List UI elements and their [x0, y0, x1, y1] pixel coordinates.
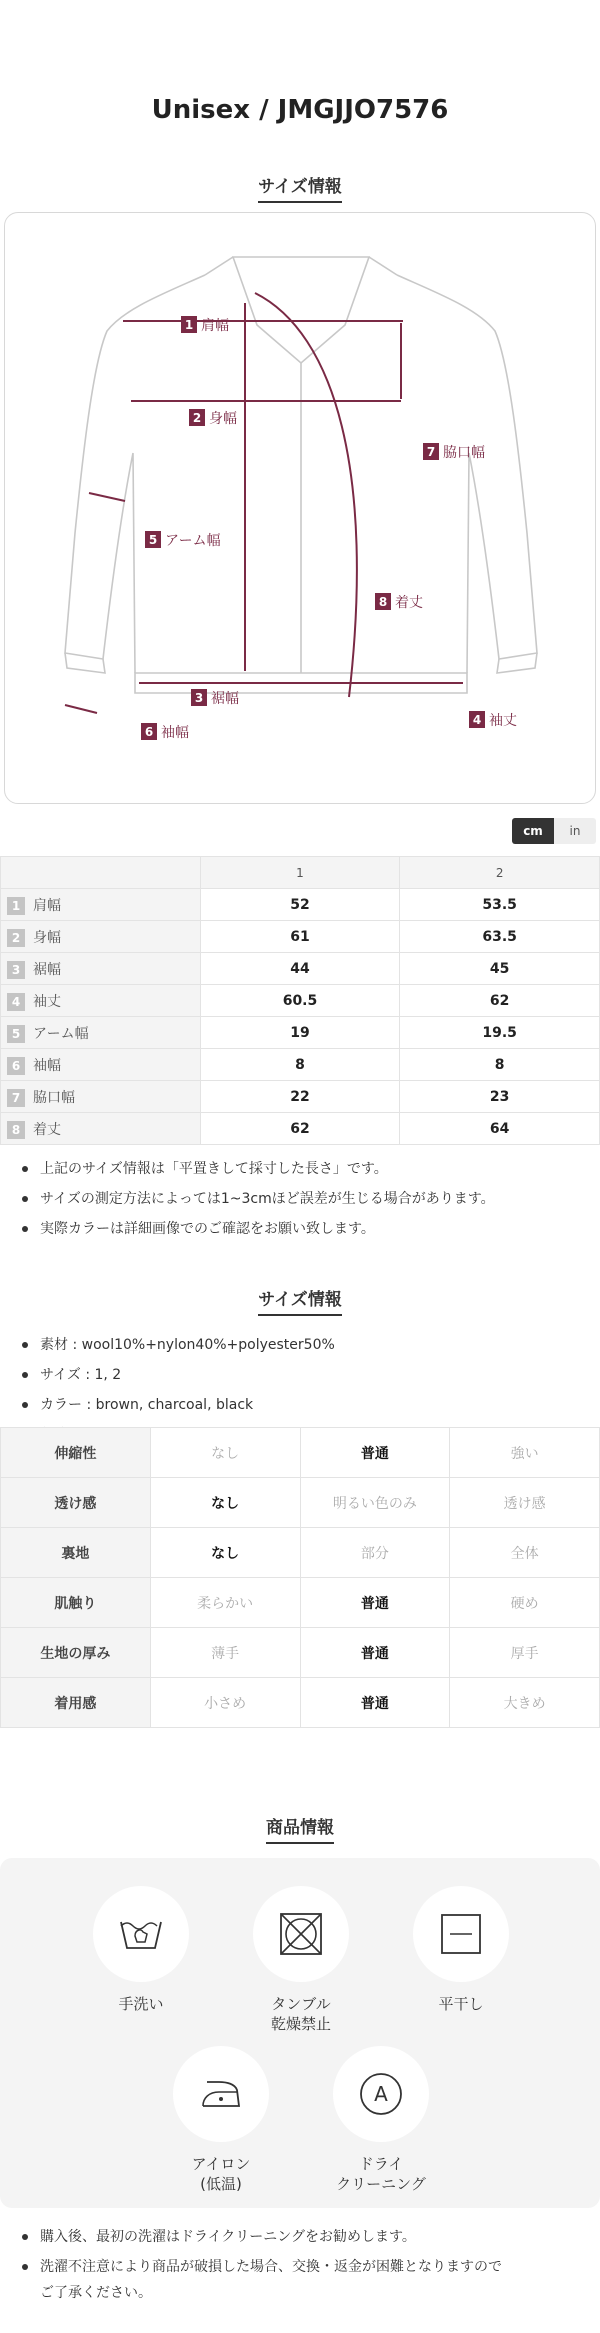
care-item-no-tumble-dry: [226, 1886, 376, 2034]
size-value-cell: 44: [200, 953, 400, 985]
care-instructions-box: [0, 1858, 600, 2208]
measure-name: 裾幅: [33, 961, 61, 978]
fabric-option: 全体: [450, 1528, 600, 1578]
care-label-no-tumble-dry: タンブル 乾燥禁止: [270, 1995, 331, 2033]
fabric-attribute-label: 着用感: [1, 1678, 151, 1728]
care-icon-circle: [253, 1886, 349, 1982]
care-icon-circle: [413, 1886, 509, 1982]
size-row-label: [1, 1081, 201, 1113]
material-section-heading: [0, 1285, 600, 1316]
dry-flat-icon: [440, 1913, 482, 1955]
size-table-corner: [1, 857, 201, 889]
size-table-row: [1, 1081, 600, 1113]
fabric-option: 厚手: [450, 1628, 600, 1678]
care-icon-circle: [93, 1886, 189, 1982]
care-label-iron-low: アイロン (低温): [191, 2155, 251, 2193]
size-value-cell: 61: [200, 921, 400, 953]
diagram-label-8-text: 着丈: [395, 595, 423, 611]
fabric-attribute-label: 透け感: [1, 1478, 151, 1528]
size-value-cell: 64: [400, 1113, 600, 1145]
care-item-dry-flat: [386, 1886, 536, 2014]
size-value-cell: 62: [200, 1113, 400, 1145]
fabric-option-selected: 普通: [300, 1628, 450, 1678]
fabric-option: 明るい色のみ: [300, 1478, 450, 1528]
jacket-outline: [65, 257, 537, 693]
measure-name: 着丈: [33, 1121, 61, 1138]
measure-name: 肩幅: [33, 897, 61, 914]
product-note-item: 洗濯不注意により商品が破損した場合、交換・返金が困難となりますので: [20, 2252, 590, 2282]
size-table-row: [1, 921, 600, 953]
fabric-attribute-row: [1, 1678, 600, 1728]
diagram-label-1-num: 1: [184, 318, 194, 332]
product-note-item: ご了承ください。: [40, 2285, 152, 2301]
size-table-header: [1, 857, 600, 889]
spec-item: サイズ : 1, 2: [20, 1360, 590, 1390]
measure-name: 袖丈: [33, 993, 61, 1010]
size-value-cell: 63.5: [400, 921, 600, 953]
fabric-option-selected: なし: [150, 1528, 300, 1578]
diagram-label-4-num: 4: [472, 713, 482, 727]
iron-low-icon: [197, 2076, 245, 2112]
product-note-item: 購入後、最初の洗濯はドライクリーニングをお勧めします。: [20, 2222, 590, 2252]
size-table-row: [1, 889, 600, 921]
size-value-cell: 62: [400, 985, 600, 1017]
fabric-attribute-table: [0, 1427, 600, 1728]
size-value-cell: 52: [200, 889, 400, 921]
measure-name: アーム幅: [33, 1025, 89, 1042]
size-section-heading: [0, 172, 600, 203]
size-note-item: 実際カラーは詳細画像でのご確認をお願い致します。: [20, 1214, 590, 1244]
size-table-row: [1, 953, 600, 985]
size-row-label: [1, 985, 201, 1017]
size-row-label: [1, 1017, 201, 1049]
measure-name: 袖幅: [33, 1057, 61, 1074]
size-value-cell: 8: [200, 1049, 400, 1081]
fabric-option: 強い: [450, 1428, 600, 1478]
size-row-label: [1, 921, 201, 953]
product-info-heading-text: 商品情報: [266, 1813, 334, 1844]
product-notes: [20, 2222, 590, 2308]
care-icon-circle: [333, 2046, 429, 2142]
size-notes: [20, 1154, 590, 1244]
fabric-option: なし: [150, 1428, 300, 1478]
jacket-illustration: [5, 213, 597, 805]
size-value-cell: 45: [400, 953, 600, 985]
fabric-attribute-row: [1, 1428, 600, 1478]
size-table: [0, 856, 600, 1145]
diagram-label-3-text: 裾幅: [211, 691, 239, 707]
care-label-hand-wash: 手洗い: [118, 1995, 164, 2013]
hand-wash-icon: [117, 1914, 165, 1954]
fabric-option: 柔らかい: [150, 1578, 300, 1628]
fabric-option: 薄手: [150, 1628, 300, 1678]
fabric-attribute-row: [1, 1478, 600, 1528]
fabric-attribute-label: 裏地: [1, 1528, 151, 1578]
size-section-heading-text: サイズ情報: [258, 172, 342, 203]
measure-number-badge: 2: [7, 929, 25, 947]
diagram-label-1-text: 肩幅: [201, 318, 229, 334]
fabric-option: 部分: [300, 1528, 450, 1578]
fabric-attribute-label: 生地の厚み: [1, 1628, 151, 1678]
care-item-hand-wash: [66, 1886, 216, 2014]
size-row-label: [1, 889, 201, 921]
unit-in-button[interactable]: in: [554, 818, 596, 844]
measure-number-badge: 1: [7, 897, 25, 915]
size-column-2: 2: [400, 857, 600, 889]
size-column-1: 1: [200, 857, 400, 889]
fabric-option-selected: 普通: [300, 1678, 450, 1728]
measure-name: 脇口幅: [33, 1089, 75, 1106]
size-table-row: [1, 985, 600, 1017]
size-note-item: サイズの測定方法によっては1~3cmほど誤差が生じる場合があります。: [20, 1184, 590, 1214]
svg-text:A: A: [374, 2082, 388, 2106]
dry-clean-icon: [358, 2071, 404, 2117]
diagram-label-6-text: 袖幅: [161, 725, 189, 741]
unit-cm-button[interactable]: cm: [512, 818, 554, 844]
size-row-label: [1, 1049, 201, 1081]
diagram-label-7-num: 7: [426, 445, 436, 459]
fabric-option-selected: なし: [150, 1478, 300, 1528]
size-row-label: [1, 953, 201, 985]
size-value-cell: 23: [400, 1081, 600, 1113]
measure-number-badge: 8: [7, 1121, 25, 1139]
diagram-label-4-text: 袖丈: [489, 713, 517, 729]
diagram-label-2-text: 身幅: [209, 411, 237, 427]
fabric-option: 小さめ: [150, 1678, 300, 1728]
fabric-option-selected: 普通: [300, 1578, 450, 1628]
size-value-cell: 53.5: [400, 889, 600, 921]
diagram-label-8-num: 8: [378, 595, 388, 609]
size-value-cell: 8: [400, 1049, 600, 1081]
size-table-row: [1, 1049, 600, 1081]
no-tumble-dry-icon: [278, 1911, 324, 1957]
measure-name: 身幅: [33, 929, 61, 946]
diagram-label-7-text: 脇口幅: [443, 445, 485, 461]
care-label-dry-flat: 平干し: [438, 1995, 484, 2013]
diagram-labels: [141, 316, 517, 741]
size-table-row: [1, 1017, 600, 1049]
fabric-option: 硬め: [450, 1578, 600, 1628]
fabric-option: 大きめ: [450, 1678, 600, 1728]
product-title: Unisex / JMGJJO7576: [151, 95, 449, 125]
material-section-heading-text: サイズ情報: [258, 1285, 342, 1316]
diagram-label-5-text: アーム幅: [165, 533, 221, 549]
care-item-dry-clean: [306, 2046, 456, 2194]
fabric-option: 透け感: [450, 1478, 600, 1528]
fabric-attribute-label: 伸縮性: [1, 1428, 151, 1478]
size-row-label: [1, 1113, 201, 1145]
fabric-attribute-row: [1, 1528, 600, 1578]
measure-number-badge: 5: [7, 1025, 25, 1043]
measure-number-badge: 6: [7, 1057, 25, 1075]
size-value-cell: 19.5: [400, 1017, 600, 1049]
care-label-dry-clean: ドライ クリーニング: [336, 2155, 426, 2193]
measure-number-badge: 7: [7, 1089, 25, 1107]
measure-number-badge: 4: [7, 993, 25, 1011]
size-diagram: [4, 212, 596, 804]
size-table-row: [1, 1113, 600, 1145]
fabric-attribute-label: 肌触り: [1, 1578, 151, 1628]
diagram-label-3-num: 3: [194, 691, 204, 705]
product-info-heading: [0, 1813, 600, 1844]
spec-item: カラー : brown, charcoal, black: [20, 1390, 590, 1420]
size-value-cell: 19: [200, 1017, 400, 1049]
diagram-label-6-num: 6: [144, 725, 154, 739]
size-note-item: 上記のサイズ情報は「平置きして採寸した長さ」です。: [20, 1154, 590, 1184]
fabric-option-selected: 普通: [300, 1428, 450, 1478]
fabric-attribute-row: [1, 1578, 600, 1628]
unit-toggle[interactable]: [512, 818, 596, 844]
diagram-label-5-num: 5: [148, 533, 158, 547]
spec-item: 素材 : wool10%+nylon40%+polyester50%: [20, 1330, 590, 1360]
diagram-label-2-num: 2: [192, 411, 202, 425]
care-icon-circle: [173, 2046, 269, 2142]
size-value-cell: 60.5: [200, 985, 400, 1017]
fabric-attribute-row: [1, 1628, 600, 1678]
measure-number-badge: 3: [7, 961, 25, 979]
size-value-cell: 22: [200, 1081, 400, 1113]
care-item-iron-low: [146, 2046, 296, 2194]
